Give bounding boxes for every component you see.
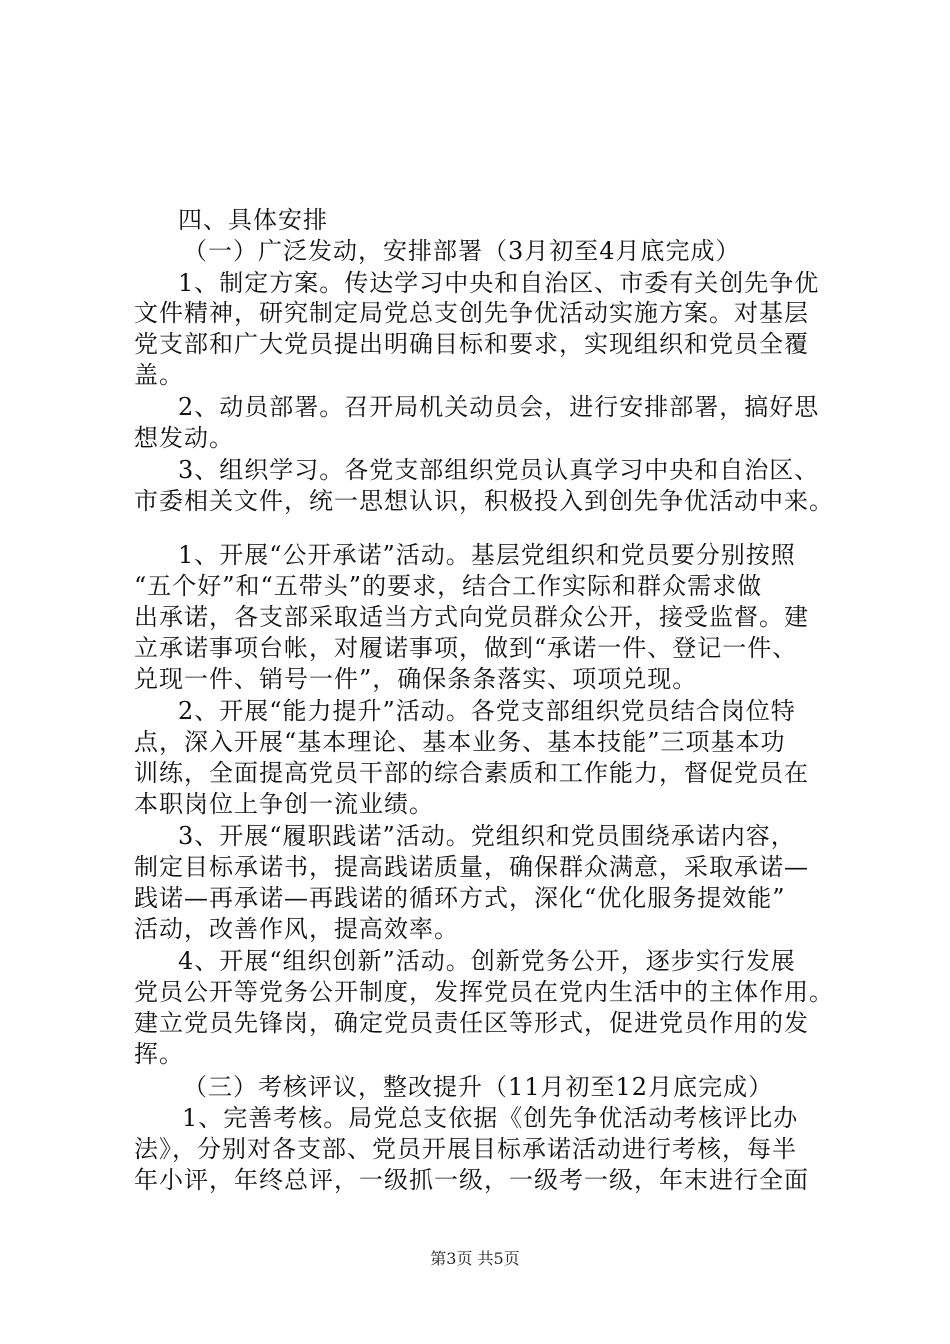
text-line: 3、组织学习。各党支部组织党员认真学习中央和自治区、 xyxy=(178,456,820,484)
text-line: 训练，全面提高党员干部的综合素质和工作能力，督促党员在 xyxy=(134,759,809,787)
text-line: 1、开展“公开承诺”活动。基层党组织和党员要分别按照 xyxy=(178,541,796,569)
text-line: 4、开展“组织创新”活动。创新党务公开，逐步实行发展 xyxy=(178,947,796,975)
text-line: 党员公开等党务公开制度，发挥党员在党内生活中的主体作用。 xyxy=(134,978,834,1006)
text-line: 文件精神，研究制定局党总支创先争优活动实施方案。对基层 xyxy=(134,299,809,327)
text-line: 挥。 xyxy=(134,1040,184,1068)
text-line: 党支部和广大党员提出明确目标和要求，实现组织和党员全覆 xyxy=(134,330,809,358)
text-line: 本职岗位上争创一流业绩。 xyxy=(134,790,434,818)
text-line: （一）广泛发动，安排部署（3月初至4月底完成） xyxy=(183,237,741,265)
text-line: （三）考核评议，整改提升（11月初至12月底完成） xyxy=(183,1073,774,1101)
text-line: 法》，分别对各支部、党员开展目标承诺活动进行考核，每半 xyxy=(134,1135,797,1163)
text-line: 兑现一件、销号一件”，确保条条落实、项项兑现。 xyxy=(134,665,698,693)
text-line: 出承诺，各支部采取适当方式向党员群众公开，接受监督。建 xyxy=(134,603,809,631)
text-line: 年小评，年终总评，一级抓一级，一级考一级，年末进行全面 xyxy=(134,1166,809,1194)
text-line: 1、制定方案。传达学习中央和自治区、市委有关创先争优 xyxy=(178,269,820,297)
text-line: 建立党员先锋岗，确定党员责任区等形式，促进党员作用的发 xyxy=(134,1009,809,1037)
text-line: 立承诺事项台帐，对履诺事项，做到“承诺一件、登记一件、 xyxy=(134,634,798,662)
text-line: 想发动。 xyxy=(134,424,234,452)
text-line: 四、具体安排 xyxy=(178,206,328,234)
text-line: 践诺—再承诺—再践诺的循环方式，深化“优化服务提效能” xyxy=(134,884,786,912)
text-line: 3、开展“履职践诺”活动。党组织和党员围绕承诺内容， xyxy=(178,822,796,850)
text-line: 活动，改善作风，提高效率。 xyxy=(134,915,459,943)
text-line: 点，深入开展“基本理论、基本业务、基本技能”三项基本功 xyxy=(134,728,786,756)
text-line: 盖。 xyxy=(134,361,184,389)
text-line: 制定目标承诺书，提高践诺质量，确保群众满意，采取承诺— xyxy=(134,853,809,881)
text-line: 市委相关文件，统一思想认识，积极投入到创先争优活动中来。 xyxy=(134,487,834,515)
text-line: 2、动员部署。召开局机关动员会，进行安排部署，搞好思 xyxy=(178,393,820,421)
text-line: “五个好”和“五带头”的要求，结合工作实际和群众需求做 xyxy=(134,572,763,600)
text-line: 2、开展“能力提升”活动。各党支部组织党员结合岗位特 xyxy=(178,697,796,725)
page-footer: 第3页 共5页 xyxy=(430,1249,520,1268)
text-line: 1、完善考核。局党总支依据《创先争优活动考核评比办 xyxy=(182,1104,799,1132)
